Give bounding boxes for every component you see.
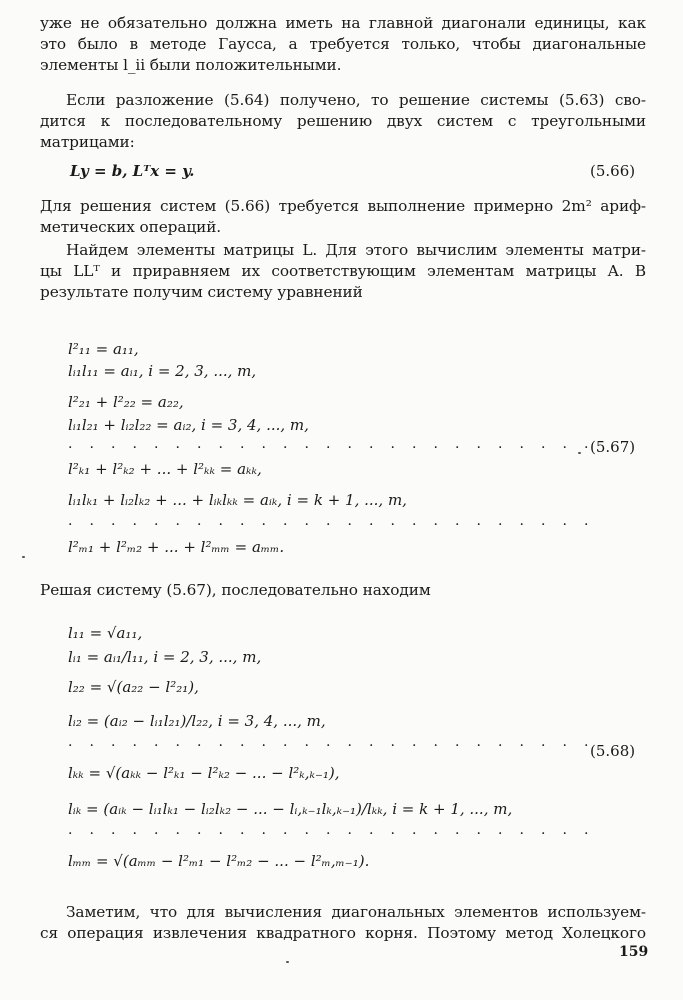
scan-speck: [286, 961, 289, 963]
equation-line: l²₁₁ = a₁₁,: [68, 340, 139, 358]
paragraph-remark: [40, 902, 646, 944]
equation-line: l₁₁ = √a₁₁,: [68, 624, 143, 642]
equation-line: lᵢ₁l₂₁ + lᵢ₂l₂₂ = aᵢ₂, i = 3, 4, ..., m,: [68, 416, 309, 434]
paragraph-operations: [40, 196, 646, 238]
equation-line: lᵢₖ = (aᵢₖ − lᵢ₁lₖ₁ − lᵢ₂lₖ₂ − ... − lᵢ,ₖ₋₁lₖ,ₖ₋₁)/lₖₖ, i = k + 1, ..., m,: [68, 800, 513, 818]
text-line: Если разложение (5.64) получено, то решение системы (5.63) сво-: [66, 91, 646, 109]
equation-number: (5.68): [590, 742, 636, 760]
text-line: ся операция извлечения квадратного корня. Поэтому метод Холецкого: [40, 924, 646, 942]
page-number: 159: [619, 944, 649, 960]
equation-line: lₖₖ = √(aₖₖ − l²ₖ₁ − l²ₖ₂ − ... − l²ₖ,ₖ₋₁),: [68, 764, 340, 782]
equation-line: lᵢ₂ = (aᵢ₂ − lᵢ₁l₂₁)/l₂₂, i = 3, 4, ..., m,: [68, 712, 326, 730]
ellipsis-row: . . . . . . . . . . . . . . . . . . . . . . . . .: [68, 734, 595, 750]
ellipsis-row: . . . . . . . . . . . . . . . . . . . . . . . . .: [68, 822, 595, 838]
paragraph-solving: [40, 580, 646, 601]
text-line: Решая систему (5.67), последовательно находим: [40, 581, 431, 599]
text-line: матрицами:: [40, 133, 135, 151]
paragraph-find-elements: [40, 240, 646, 303]
equation-line: lᵢ₁ = aᵢ₁/l₁₁, i = 2, 3, ..., m,: [68, 648, 262, 666]
equation-line: l₂₂ = √(a₂₂ − l²₂₁),: [68, 678, 199, 696]
equation-line: l²ₖ₁ + l²ₖ₂ + ... + l²ₖₖ = aₖₖ,: [68, 460, 262, 478]
paragraph-continuation: [40, 13, 646, 76]
text-line: это было в методе Гаусса, а требуется только, чтобы диагональные: [40, 35, 646, 53]
equation-line: lᵢ₁lₖ₁ + lᵢ₂lₖ₂ + ... + lᵢₖlₖₖ = aᵢₖ, i = k + 1, ..., m,: [68, 491, 407, 509]
text-line: дится к последовательному решению двух систем с треугольными: [40, 112, 646, 130]
ellipsis-row: . . . . . . . . . . . . . . . . . . . . . . . . .: [68, 436, 595, 452]
text-line: уже не обязательно должна иметь на главной диагонали единицы, как: [40, 14, 646, 32]
equation-5-66: Ly = b, Lᵀx = y.: [70, 162, 195, 180]
paragraph-solution: [40, 90, 646, 153]
text-line: Найдем элементы матрицы L. Для этого вычислим элементы матри-: [66, 241, 646, 259]
equation-line: l²ₘ₁ + l²ₘ₂ + ... + l²ₘₘ = aₘₘ.: [68, 538, 285, 556]
equation-line: l²₂₁ + l²₂₂ = a₂₂,: [68, 393, 184, 411]
scan-speck: [22, 556, 25, 558]
equation-number: (5.67): [590, 438, 636, 456]
ellipsis-row: . . . . . . . . . . . . . . . . . . . . . . . . .: [68, 513, 595, 529]
equation-number: (5.66): [590, 162, 636, 180]
equation-line: lᵢ₁l₁₁ = aᵢ₁, i = 2, 3, ..., m,: [68, 362, 257, 380]
scan-speck: [578, 452, 581, 454]
text-line: метических операций.: [40, 218, 222, 236]
text-line: цы LLᵀ и приравняем их соответствующим элементам матрицы A. В: [40, 262, 646, 280]
text-line: элементы l_ii были положительными.: [40, 56, 342, 74]
equation-line: lₘₘ = √(aₘₘ − l²ₘ₁ − l²ₘ₂ − ... − l²ₘ,ₘ₋₁).: [68, 852, 370, 870]
text-line: Для решения систем (5.66) требуется выполнение примерно 2m² ариф-: [40, 197, 646, 215]
text-line: Заметим, что для вычисления диагональных элементов используем-: [66, 903, 646, 921]
text-line: результате получим систему уравнений: [40, 283, 363, 301]
